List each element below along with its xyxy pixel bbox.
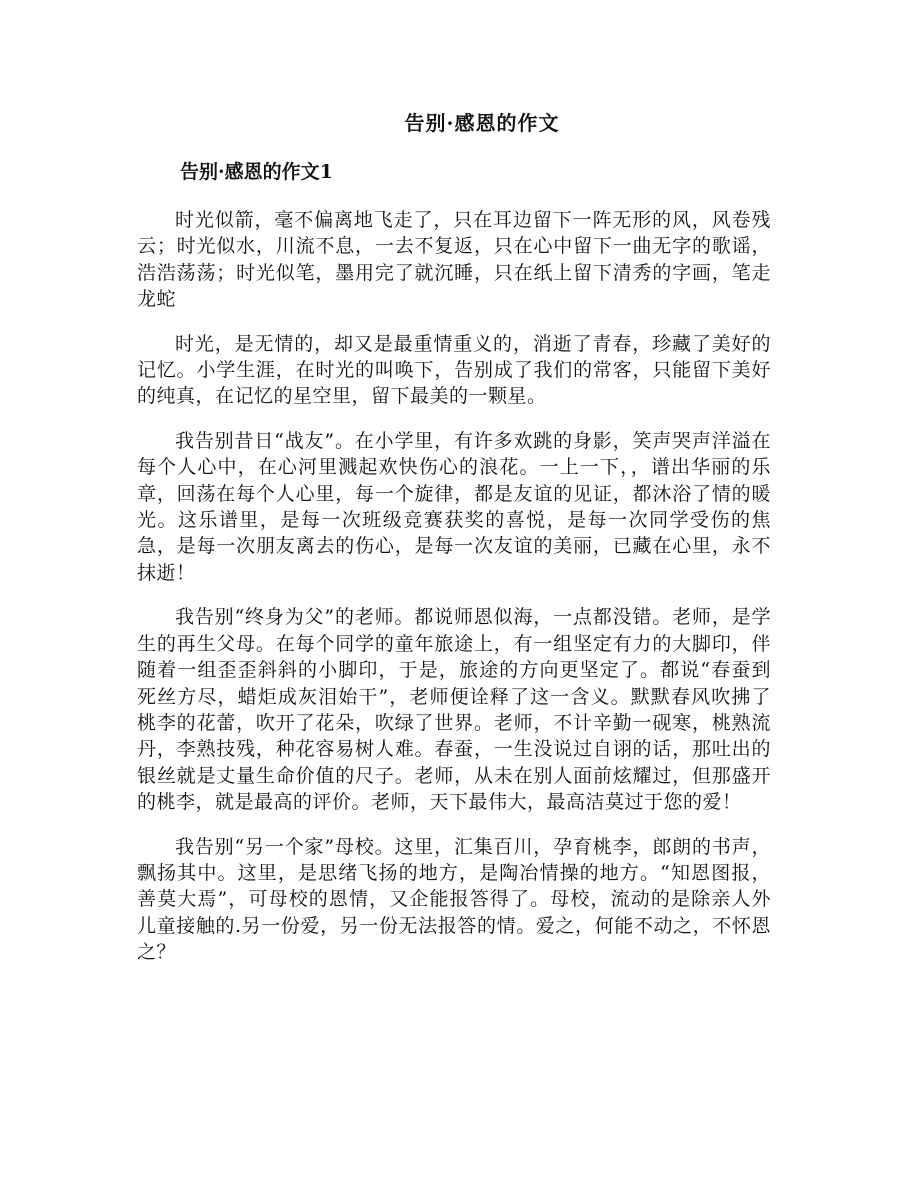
paragraph-3: 我告别昔日“战友”。在小学里，有许多欢跳的身影，笑声哭声洋溢在每个人心中，在心河里溅起欢快伤心的浪花。一上一下，，谱出华丽的乐章，回荡在每个人心里，每一个旋律，都是友谊的见证，都沐浴了情的暖光。这乐谱里，是每一次班级竞赛获奖的喜悦，是每一次同学受伤的焦急，是每一次朋友离去的伤心，是每一次友谊的美丽，已藏在心里，永不抹逝！	[137, 429, 771, 584]
paragraph-5: 我告别“另一个家”母校。这里，汇集百川，孕育桃李，郎朗的书声，飘扬其中。这里，是思绪飞扬的地方，是陶冶情操的地方。“知恩图报，善莫大焉”，可母校的恩情，又企能报答得了。母校，流动的是除亲人外儿童接触的.另一份爱，另一份无法报答的情。爱之，何能不动之，不怀恩之？	[137, 835, 771, 964]
paragraph-4: 我告别“终身为父”的老师。都说师恩似海，一点都没错。老师，是学生的再生父母。在每个同学的童年旅途上，有一组坚定有力的大脚印，伴随着一组歪歪斜斜的小脚印，于是，旅途的方向更坚定了。都说“春蚕到死丝方尽，蜡炬成灰泪始干”，老师便诠释了这一含义。默默春风吹拂了桃李的花蕾，吹开了花朵，吹绿了世界。老师，不计辛勤一砚寒，桃熟流丹，李熟技残，种花容易树人难。春蚕，一生没说过自诩的话，那吐出的银丝就是丈量生命价值的尺子。老师，从未在别人面前炫耀过，但那盛开的桃李，就是最高的评价。老师，天下最伟大，最高洁莫过于您的爱！	[137, 606, 771, 814]
paragraph-2: 时光，是无情的，却又是最重情重义的，消逝了青春，珍藏了美好的记忆。小学生涯，在时光的叫唤下，告别成了我们的常客，只能留下美好的纯真，在记忆的星空里，留下最美的一颗星。	[137, 332, 771, 408]
article-body	[137, 207, 771, 984]
paragraph-1: 时光似箭，毫不偏离地飞走了，只在耳边留下一阵无形的风，风卷残云；时光似水，川流不息，一去不复返，只在心中留下一曲无字的歌谣，浩浩荡荡；时光似笔，墨用完了就沉睡，只在纸上留下清秀的字画，笔走龙蛇	[137, 209, 771, 311]
section-heading: 告别·感恩的作文1	[180, 161, 333, 183]
document-title: 告别·感恩的作文	[404, 111, 560, 135]
